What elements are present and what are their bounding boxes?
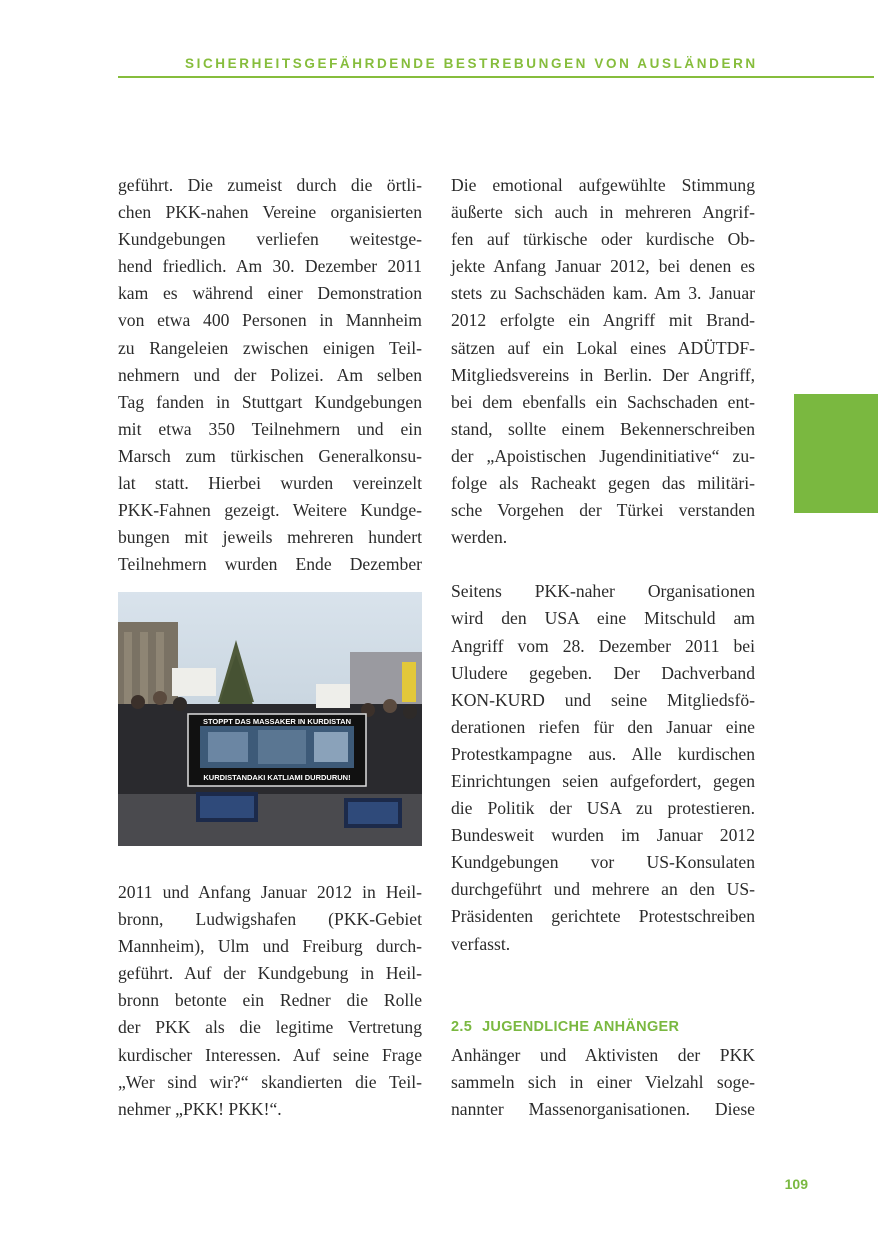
text-line: von etwa 400 Personen in Mannheim	[118, 310, 422, 331]
text-line: Einrichtungen seien aufgefordert, gegen	[451, 770, 755, 791]
demonstration-photo	[118, 592, 422, 846]
text-line: kurdischer Interessen. Auf seine Frage	[118, 1044, 422, 1065]
text-line: geführt. Auf der Kundgebung in Heil-	[118, 963, 422, 984]
text-line: „Wer sind wir?“ skandierten die Teil-	[118, 1071, 422, 1092]
right-column-section-text	[451, 1042, 755, 1123]
text-line: bungen mit jeweils mehreren hundert	[118, 527, 422, 548]
text-line: Präsidenten gerichtete Protestschreiben	[451, 906, 755, 927]
header-rule	[118, 76, 874, 78]
text-line: Bundesweit wurden im Januar 2012	[451, 825, 755, 846]
text-line: Teilnehmern wurden Ende Dezember	[118, 554, 422, 575]
text-line: äußerte sich auch in mehreren Angrif-	[451, 202, 755, 223]
page-number: 109	[784, 1176, 808, 1192]
text-line: 2011 und Anfang Januar 2012 in Heil-	[118, 882, 422, 902]
text-line: sammeln sich in einer Vielzahl soge-	[451, 1072, 755, 1093]
text-line: verfasst.	[451, 933, 511, 954]
banner-bottom-text: KURDISTANDAKI KATLIAMI DURDURUN!	[203, 773, 351, 782]
text-line: bei dem ebenfalls ein Sachschaden ent-	[451, 391, 755, 412]
text-line: Uludere gegeben. Der Dachverband	[451, 662, 755, 683]
section-title: JUGENDLICHE ANHÄNGER	[482, 1019, 680, 1035]
text-line: bronn betonte ein Redner die Rolle	[118, 990, 422, 1011]
banner-top-text: STOPPT DAS MASSAKER IN KURDISTAN	[202, 717, 352, 726]
text-line: PKK-Fahnen gezeigt. Weitere Kundge-	[118, 500, 422, 521]
text-line: zu Rangeleien zwischen einigen Teil-	[118, 337, 422, 358]
text-line: werden.	[451, 527, 508, 548]
text-line: geführt. Die zumeist durch die örtli-	[118, 175, 422, 195]
text-line: folge als Racheakt gegen das militäri-	[451, 473, 755, 494]
text-line: die Politik der USA zu protestieren.	[451, 798, 755, 819]
chapter-tab-marker	[794, 394, 878, 513]
text-line: sche Vorgehen der Türkei verstanden	[451, 500, 755, 521]
text-line: Kundgebungen vor US-Konsulaten	[451, 852, 755, 873]
text-line: kam es während einer Demonstration	[118, 283, 422, 304]
text-line: sätzen auf ein Lokal eines ADÜTDF-	[451, 337, 755, 358]
text-line: chen PKK-nahen Vereine organisierten	[118, 202, 422, 223]
text-line: stand, sollte einem Bekennerschreiben	[451, 418, 755, 439]
text-line: Kundgebungen verliefen weitestge-	[118, 229, 422, 250]
text-line: fen auf türkische oder kurdische Ob-	[451, 229, 755, 250]
text-line: nehmern und der Polizei. Am selben	[118, 364, 422, 385]
text-line: Seitens PKK-naher Organisationen	[451, 581, 755, 602]
text-line: Mannheim), Ulm und Freiburg durch-	[118, 936, 422, 957]
right-column-text	[451, 172, 755, 958]
text-line: Angriff vom 28. Dezember 2011 bei	[451, 635, 755, 656]
text-line: Mitgliedsvereins in Berlin. Der Angriff,	[451, 364, 755, 385]
text-line: Marsch zum türkischen Generalkonsu-	[118, 445, 422, 466]
section-heading	[451, 1019, 755, 1035]
text-line: bronn, Ludwigshafen (PKK-Gebiet	[118, 909, 422, 930]
text-line: Tag fanden in Stuttgart Kundgebungen	[118, 391, 422, 412]
text-line: Protestkampagne aus. Alle kurdischen	[451, 743, 755, 764]
text-line: 2012 erfolgte ein Angriff mit Brand-	[451, 310, 755, 331]
text-line: jekte Anfang Januar 2012, bei denen es	[451, 256, 755, 277]
text-line: durchgeführt und mehrere an den US-	[451, 879, 755, 900]
text-line: nannter Massenorganisationen. Diese	[451, 1099, 755, 1120]
text-line: nehmer „PKK! PKK!“.	[118, 1098, 282, 1119]
text-line: hend friedlich. Am 30. Dezember 2011	[118, 256, 422, 277]
left-column-top-text	[118, 172, 422, 578]
text-line: KON-KURD und seine Mitgliedsfö-	[451, 689, 755, 710]
text-line: der PKK als die legitime Vertretung	[118, 1017, 422, 1038]
text-line: lat statt. Hierbei wurden vereinzelt	[118, 473, 422, 494]
left-column-bottom-text	[118, 879, 422, 1123]
text-line: der „Apoistischen Jugendinitiative“ zu-	[451, 445, 755, 466]
paragraph-gap	[451, 551, 755, 578]
text-line: Anhänger und Aktivisten der PKK	[451, 1045, 755, 1065]
section-number: 2.5	[451, 1019, 473, 1035]
running-head-title: SICHERHEITSGEFÄHRDENDE BESTREBUNGEN VON AUSLÄNDERN	[185, 56, 758, 71]
text-line: wird den USA eine Mitschuld am	[451, 608, 755, 629]
text-line: mit etwa 350 Teilnehmern und ein	[118, 418, 422, 439]
text-line: derationen riefen für den Januar eine	[451, 716, 755, 737]
text-line: Die emotional aufgewühlte Stimmung	[451, 175, 755, 195]
text-line: stets zu Sachschäden kam. Am 3. Januar	[451, 283, 755, 304]
